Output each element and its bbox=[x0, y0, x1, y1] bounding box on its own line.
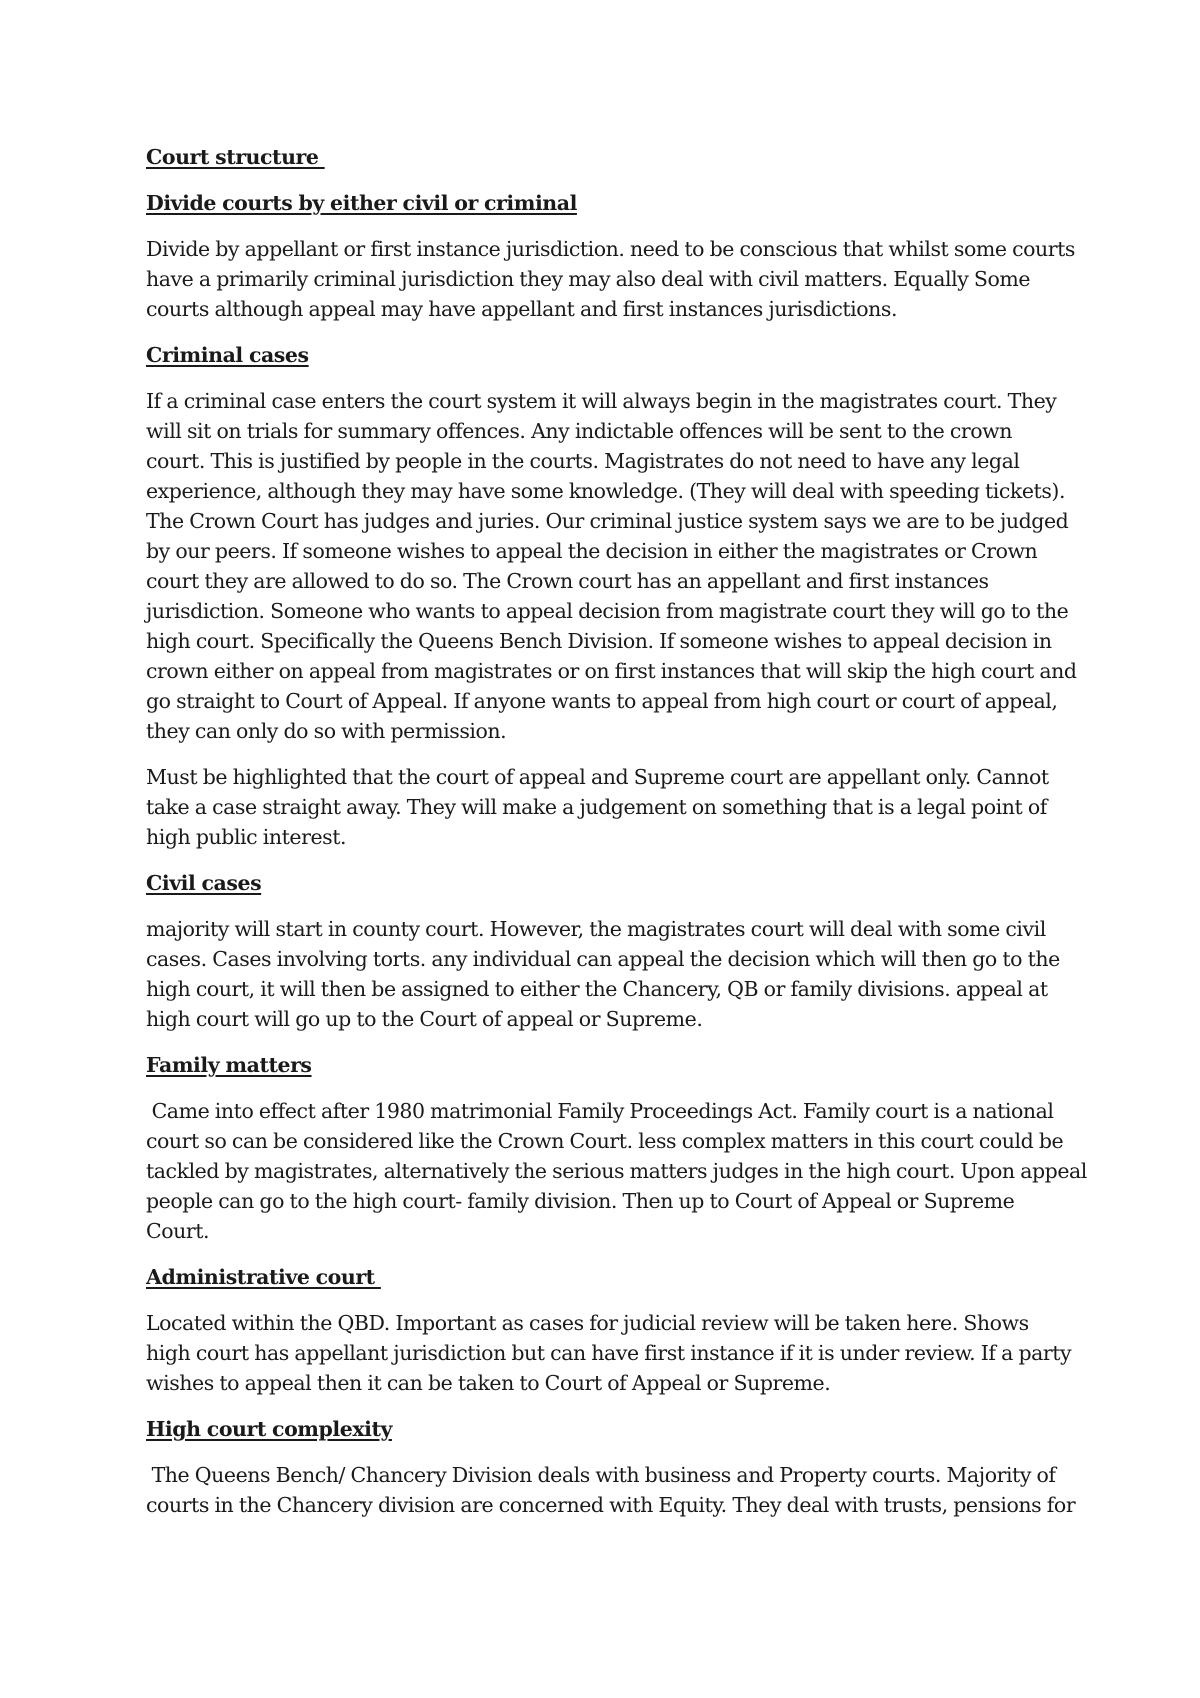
text-line: cases. Cases involving torts. any individual can appeal the decision which will then go to the bbox=[146, 947, 1060, 971]
text-line: If a criminal case enters the court system it will always begin in the magistrates court. They bbox=[146, 389, 1057, 413]
text-line: court so can be considered like the Crown Court. less complex matters in this court could be bbox=[146, 1129, 1064, 1153]
text-line: high court will go up to the Court of appeal or Supreme. bbox=[146, 1007, 703, 1031]
section-heading: Administrative court bbox=[146, 1265, 381, 1289]
section bbox=[146, 1414, 1076, 1520]
paragraph bbox=[146, 234, 1075, 324]
paragraph bbox=[146, 762, 1066, 852]
document-title: Court structure bbox=[146, 145, 325, 169]
section-heading: Divide courts by either civil or criminal bbox=[146, 191, 577, 215]
text-line: Divide by appellant or first instance jurisdiction. need to be conscious that whilst some courts bbox=[146, 237, 1075, 261]
paragraph bbox=[146, 1460, 1076, 1520]
section-heading: Criminal cases bbox=[146, 343, 309, 367]
document-page bbox=[146, 142, 1087, 1536]
section-heading: Civil cases bbox=[146, 871, 262, 895]
section bbox=[146, 1262, 1072, 1398]
text-line: crown either on appeal from magistrates or on first instances that will skip the high court and bbox=[146, 659, 1077, 683]
text-line: experience, although they may have some knowledge. (They will deal with speeding tickets). bbox=[146, 479, 1066, 503]
section bbox=[146, 340, 1077, 852]
text-line: tackled by magistrates, alternatively the serious matters judges in the high court. Upon appeal bbox=[146, 1159, 1087, 1183]
text-line: high court. Specifically the Queens Bench Division. If someone wishes to appeal decision in bbox=[146, 629, 1052, 653]
section bbox=[146, 868, 1066, 1034]
text-line: high court, it will then be assigned to either the Chancery, QB or family divisions. appeal at bbox=[146, 977, 1048, 1001]
paragraph bbox=[146, 1096, 1087, 1246]
text-line: courts in the Chancery division are concerned with Equity. They deal with trusts, pensions for bbox=[146, 1493, 1076, 1517]
text-line: high court has appellant jurisdiction but can have first instance if it is under review. If a party bbox=[146, 1341, 1072, 1365]
text-line: take a case straight away. They will make a judgement on something that is a legal point of bbox=[146, 795, 1047, 819]
text-line: wishes to appeal then it can be taken to Court of Appeal or Supreme. bbox=[146, 1371, 831, 1395]
text-line: Located within the QBD. Important as cases for judicial review will be taken here. Shows bbox=[146, 1311, 1029, 1335]
text-line: by our peers. If someone wishes to appeal the decision in either the magistrates or Crown bbox=[146, 539, 1038, 563]
paragraph bbox=[146, 386, 1077, 746]
section bbox=[146, 1050, 1087, 1246]
text-line: go straight to Court of Appeal. If anyone wants to appeal from high court or court of appeal, bbox=[146, 689, 1058, 713]
text-line: courts although appeal may have appellant and first instances jurisdictions. bbox=[146, 297, 898, 321]
text-line: they can only do so with permission. bbox=[146, 719, 507, 743]
text-line: will sit on trials for summary offences. Any indictable offences will be sent to the crown bbox=[146, 419, 1013, 443]
text-line: court. This is justified by people in the courts. Magistrates do not need to have any legal bbox=[146, 449, 1020, 473]
text-line: Must be highlighted that the court of appeal and Supreme court are appellant only. Cannot bbox=[146, 765, 1049, 789]
paragraph bbox=[146, 1308, 1072, 1398]
text-line: have a primarily criminal jurisdiction they may also deal with civil matters. Equally Some bbox=[146, 267, 1031, 291]
text-line: The Queens Bench/ Chancery Division deals with business and Property courts. Majority of bbox=[146, 1463, 1056, 1487]
text-line: jurisdiction. Someone who wants to appeal decision from magistrate court they will go to the bbox=[146, 599, 1069, 623]
text-line: court they are allowed to do so. The Crown court has an appellant and first instances bbox=[146, 569, 989, 593]
section-heading: High court complexity bbox=[146, 1417, 392, 1441]
paragraph bbox=[146, 914, 1066, 1034]
text-line: majority will start in county court. However, the magistrates court will deal with some civil bbox=[146, 917, 1046, 941]
text-line: The Crown Court has judges and juries. Our criminal justice system says we are to be judged bbox=[146, 509, 1069, 533]
text-line: high public interest. bbox=[146, 825, 347, 849]
document-body bbox=[146, 188, 1087, 1520]
text-line: people can go to the high court- family division. Then up to Court of Appeal or Supreme bbox=[146, 1189, 1015, 1213]
text-line: Came into effect after 1980 matrimonial Family Proceedings Act. Family court is a national bbox=[146, 1099, 1054, 1123]
section-heading: Family matters bbox=[146, 1053, 312, 1077]
text-line: Court. bbox=[146, 1219, 210, 1243]
section bbox=[146, 188, 1075, 324]
